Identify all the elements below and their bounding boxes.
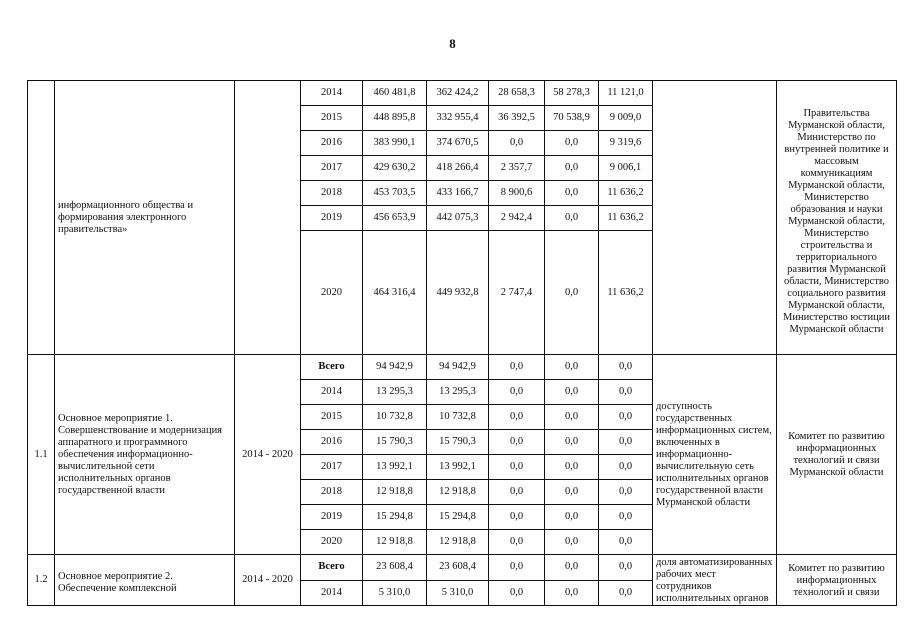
value-cell: 433 166,7 [427,181,489,206]
value-cell: 0,0 [545,156,599,181]
value-cell: 0,0 [489,455,545,480]
value-cell: 0,0 [599,430,653,455]
value-cell: 374 670,5 [427,131,489,156]
value-cell: 383 990,1 [363,131,427,156]
value-cell: 15 294,8 [427,505,489,530]
value-cell: 0,0 [599,505,653,530]
value-cell: 12 918,8 [427,530,489,555]
value-cell: 0,0 [599,455,653,480]
value-cell: 0,0 [599,555,653,581]
value-cell: 2 747,4 [489,231,545,355]
value-cell: 0,0 [599,580,653,606]
value-cell: 9 009,0 [599,106,653,131]
row-number-cell [28,81,55,355]
value-cell: 15 790,3 [427,430,489,455]
value-cell: 12 918,8 [363,480,427,505]
value-cell: 12 918,8 [427,480,489,505]
value-cell: 0,0 [489,530,545,555]
value-cell: 2 942,4 [489,206,545,231]
value-cell: 58 278,3 [545,81,599,106]
value-cell: 13 992,1 [363,455,427,480]
value-cell: 0,0 [545,505,599,530]
value-cell: 10 732,8 [427,405,489,430]
value-cell: 429 630,2 [363,156,427,181]
value-cell: 15 294,8 [363,505,427,530]
value-cell: 5 310,0 [427,580,489,606]
value-cell: 0,0 [489,405,545,430]
year-cell: 2018 [301,480,363,505]
value-cell: 0,0 [545,580,599,606]
year-cell: 2016 [301,131,363,156]
value-cell: 0,0 [545,405,599,430]
executor-cell: Правительства Мурманской области, Министерство по внутренней политике и массовым коммуникациям Мурманской области, Министерство образования и науки Мурманской области, Министерство строительства и территориального развития Мурманской области, Министерство социального развития Мурманской области, Министерство юстиции Мурманской области [777,81,897,355]
value-cell: 0,0 [599,480,653,505]
value-cell: 8 900,6 [489,181,545,206]
value-cell: 442 075,3 [427,206,489,231]
value-cell: 0,0 [489,430,545,455]
value-cell: 332 955,4 [427,106,489,131]
table-row [28,81,897,106]
value-cell: 0,0 [545,181,599,206]
value-cell: 0,0 [489,555,545,581]
program-table [27,80,897,606]
value-cell: 28 658,3 [489,81,545,106]
year-cell: 2019 [301,206,363,231]
value-cell: 0,0 [489,480,545,505]
value-cell: 0,0 [489,380,545,405]
value-cell: 0,0 [599,380,653,405]
value-cell: 13 295,3 [427,380,489,405]
value-cell: 0,0 [545,430,599,455]
year-cell: 2019 [301,505,363,530]
year-cell: 2015 [301,106,363,131]
value-cell: 460 481,8 [363,81,427,106]
value-cell: 448 895,8 [363,106,427,131]
value-cell: 0,0 [545,231,599,355]
executor-cell: Комитет по развитию информационных технологий и связи [777,555,897,606]
value-cell: 0,0 [545,131,599,156]
indicator-cell [653,81,777,355]
value-cell: 0,0 [545,530,599,555]
value-cell: 449 932,8 [427,231,489,355]
row-number-cell: 1.2 [28,555,55,606]
value-cell: 418 266,4 [427,156,489,181]
measure-name-cell: информационного общества и формирования электронного правительства» [55,81,235,355]
page-number: 8 [449,36,456,51]
value-cell: 0,0 [599,355,653,380]
value-cell: 9 319,6 [599,131,653,156]
value-cell: 11 636,2 [599,181,653,206]
value-cell: 70 538,9 [545,106,599,131]
indicator-cell: доля автоматизированных рабочих мест сотрудников исполнительных органов [653,555,777,606]
year-cell: 2015 [301,405,363,430]
value-cell: 2 357,7 [489,156,545,181]
table-row [28,555,897,581]
year-cell: 2014 [301,81,363,106]
value-cell: 36 392,5 [489,106,545,131]
value-cell: 0,0 [489,355,545,380]
value-cell: 94 942,9 [363,355,427,380]
indicator-cell: доступность государственных информационных систем, включенных в информационно-вычислительную сеть исполнительных органов государственной власти Мурманской области [653,355,777,555]
period-cell: 2014 - 2020 [235,355,301,555]
year-cell: Всего [301,355,363,380]
year-cell: 2020 [301,530,363,555]
value-cell: 464 316,4 [363,231,427,355]
period-cell [235,81,301,355]
table-row [28,355,897,380]
value-cell: 11 121,0 [599,81,653,106]
value-cell: 0,0 [545,206,599,231]
value-cell: 10 732,8 [363,405,427,430]
value-cell: 362 424,2 [427,81,489,106]
value-cell: 456 653,9 [363,206,427,231]
value-cell: 0,0 [489,505,545,530]
period-cell: 2014 - 2020 [235,555,301,606]
value-cell: 0,0 [545,355,599,380]
year-cell: 2016 [301,430,363,455]
value-cell: 0,0 [545,480,599,505]
value-cell: 5 310,0 [363,580,427,606]
value-cell: 12 918,8 [363,530,427,555]
value-cell: 0,0 [545,455,599,480]
year-cell: 2017 [301,156,363,181]
value-cell: 23 608,4 [363,555,427,581]
value-cell: 13 295,3 [363,380,427,405]
value-cell: 0,0 [545,380,599,405]
year-cell: 2017 [301,455,363,480]
measure-name-cell: Основное мероприятие 2. Обеспечение комплексной [55,555,235,606]
value-cell: 0,0 [489,580,545,606]
value-cell: 0,0 [489,131,545,156]
year-cell: 2014 [301,380,363,405]
value-cell: 453 703,5 [363,181,427,206]
year-cell: 2014 [301,580,363,606]
year-cell: 2020 [301,231,363,355]
year-cell: 2018 [301,181,363,206]
value-cell: 23 608,4 [427,555,489,581]
value-cell: 11 636,2 [599,206,653,231]
value-cell: 11 636,2 [599,231,653,355]
value-cell: 0,0 [545,555,599,581]
executor-cell: Комитет по развитию информационных технологий и связи Мурманской области [777,355,897,555]
year-cell: Всего [301,555,363,581]
value-cell: 0,0 [599,530,653,555]
value-cell: 9 006,1 [599,156,653,181]
value-cell: 13 992,1 [427,455,489,480]
value-cell: 0,0 [599,405,653,430]
row-number-cell: 1.1 [28,355,55,555]
value-cell: 15 790,3 [363,430,427,455]
measure-name-cell: Основное мероприятие 1. Совершенствование и модернизация аппаратного и программного обеспечения информационно-вычислительной сети исполнительных органов государственной власти [55,355,235,555]
value-cell: 94 942,9 [427,355,489,380]
